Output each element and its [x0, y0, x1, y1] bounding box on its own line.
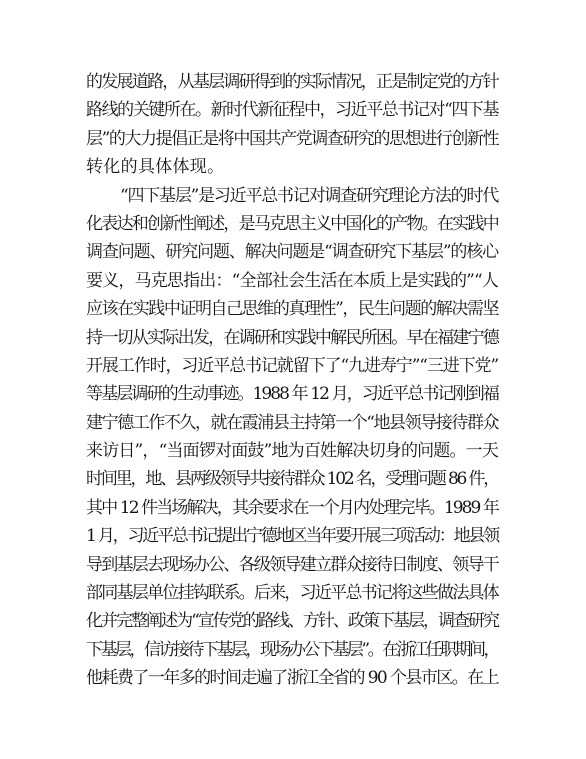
text-line: 路线的关键所在。新时代新征程中，习近平总书记对“四下基	[86, 100, 498, 121]
text-line: 其中 12 件当场解决，其余要求在一个月内处理完毕。1989 年	[86, 497, 498, 518]
paragraph-2	[86, 182, 498, 693]
text-line: 时间里，地、县两级领导共接待群众 102 名，受理问题 86 件，	[86, 469, 498, 490]
text-line: 开展工作时，习近平总书记就留下了“九进寿宁”“三进下党”	[86, 355, 498, 376]
text-line: 导到基层去现场办公、各级领导建立群众接待日制度、领导干	[86, 554, 498, 575]
text-line: 部同基层单位挂钩联系。后来，习近平总书记将这些做法具体	[86, 583, 498, 604]
paragraph-1	[86, 68, 498, 182]
text-line: 要义，马克思指出：“全部社会生活在本质上是实践的”“人	[86, 270, 498, 291]
text-line: 来访日”，“当面锣对面鼓”地为百姓解决切身的问题。一天	[86, 441, 498, 462]
text-line: 转化的具体体现。	[86, 157, 225, 178]
text-line: 化表达和创新性阐述，是马克思主义中国化的产物。在实践中	[86, 213, 498, 234]
text-line: 化并完整阐述为“宣传党的路线、方针、政策下基层，调查研究	[86, 611, 498, 632]
text-line: 建宁德工作不久，就在霞浦县主持第一个“地县领导接待群众	[86, 412, 498, 433]
text-line: 调查问题、研究问题、解决问题是“调查研究下基层”的核心	[86, 242, 498, 263]
text-line: 他耗费了一年多的时间走遍了浙江全省的 90 个县市区。在上	[86, 668, 498, 689]
text-line: 的发展道路，从基层调研得到的实际情况，正是制定党的方针	[86, 72, 498, 92]
text-line: 应该在实践中证明自己思维的真理性”，民生问题的解决需坚	[86, 299, 498, 320]
text-line: 等基层调研的生动事迹。1988 年 12 月，习近平总书记刚到福	[86, 384, 498, 405]
text-line: 持一切从实际出发，在调研和实践中解民所困。早在福建宁德	[86, 327, 498, 348]
text-line: 下基层，信访接待下基层，现场办公下基层”。在浙江任职期间，	[86, 639, 498, 660]
text-line: 1 月，习近平总书记提出宁德地区当年要开展三项活动：地县领	[86, 526, 498, 547]
text-line: 层”的大力提倡正是将中国共产党调查研究的思想进行创新性	[86, 128, 498, 149]
text-line: “四下基层”是习近平总书记对调查研究理论方法的时代	[120, 185, 498, 206]
body-text	[86, 68, 498, 693]
